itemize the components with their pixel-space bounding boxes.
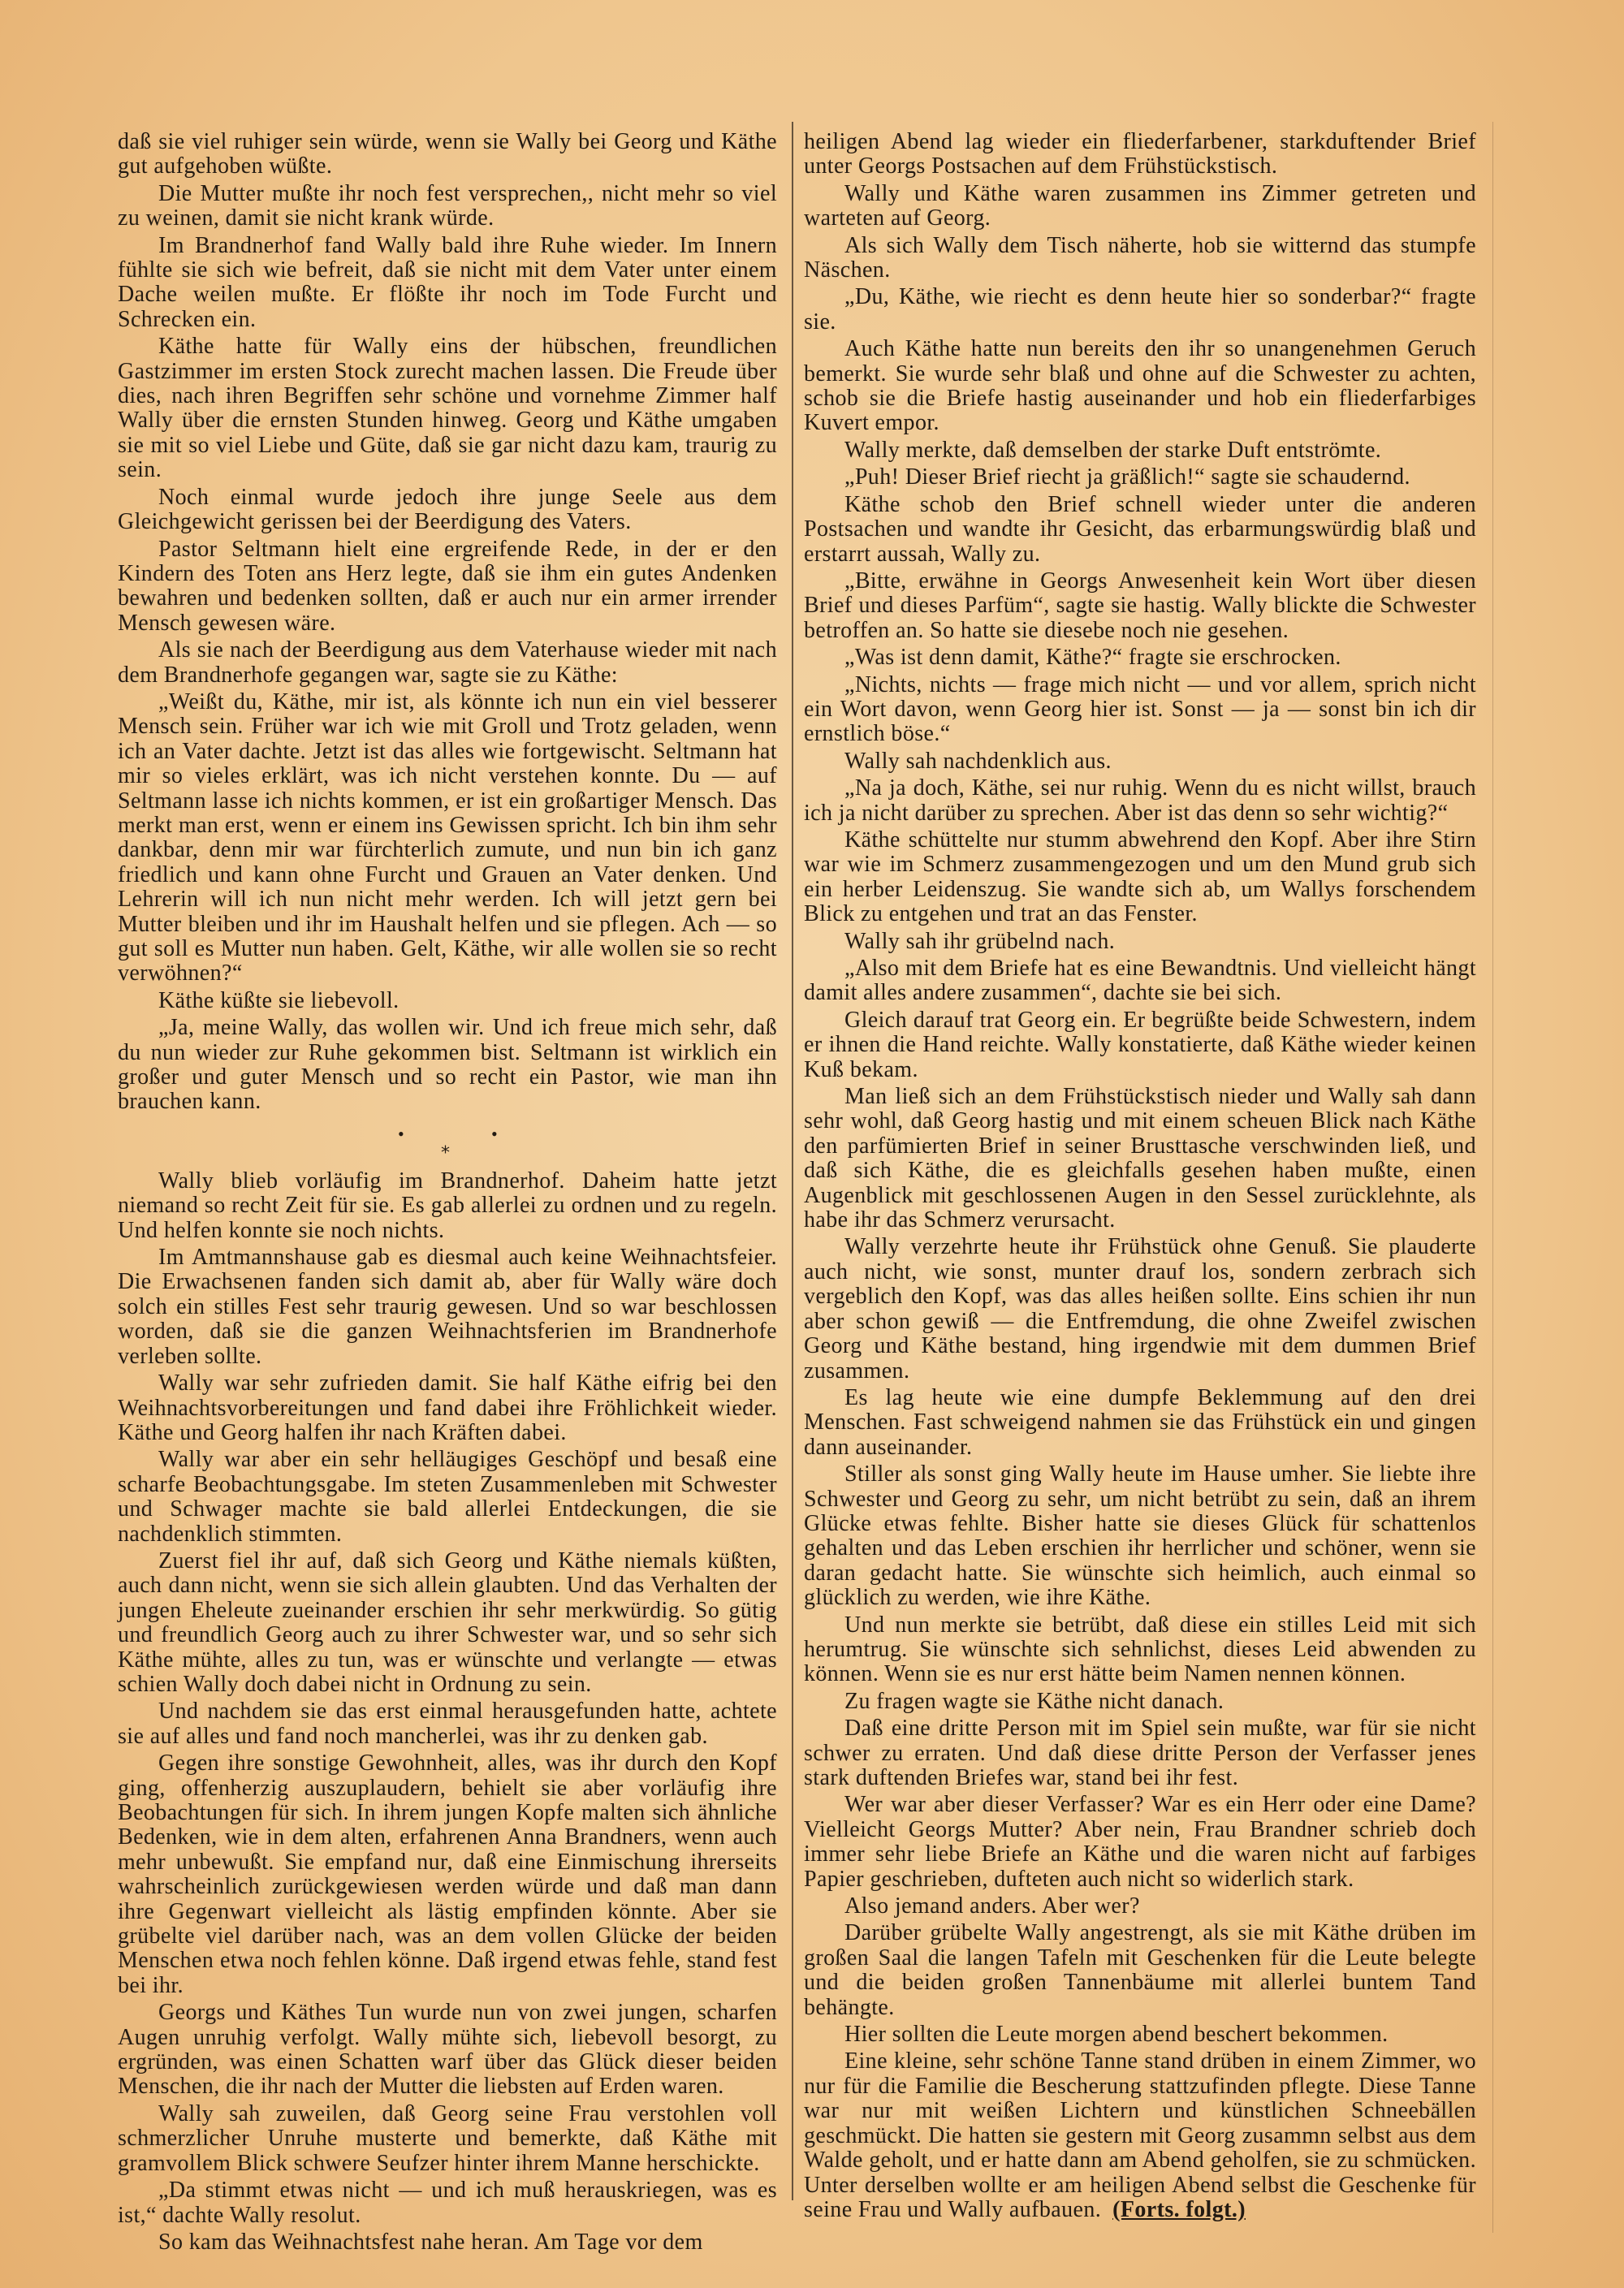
story-paragraph <box>804 828 1476 927</box>
story-paragraph <box>118 1448 777 1547</box>
story-paragraph <box>118 234 777 333</box>
paragraph-text: Und nachdem sie das erst einmal herausgefunden hatte, achtete sie auf alles und fand noch mancherlei, was ihr zu denken gab. <box>118 1699 777 1749</box>
story-paragraph <box>118 130 777 179</box>
story-paragraph <box>804 1690 1476 1714</box>
separator-dot-right: • <box>491 1123 499 1144</box>
story-paragraph <box>118 638 777 688</box>
paragraph-text: Wally merkte, daß demselben der starke Duft entströmte. <box>844 437 1382 463</box>
story-paragraph <box>804 234 1476 283</box>
paragraph-text: Käthe schüttelte nur stumm abwehrend den Kopf. Aber ihre Stirn war wie im Schmerz zusammengezogen und um den Mund grub sich ein herber Leidenszug. Sie wandte sich ab, um Wallys forschendem Blick zu entgehen und trat an das Fenster. <box>804 827 1476 927</box>
paragraph-text: „Da stimmt etwas nicht — und ich muß herauskriegen, was es ist,“ dachte Wally resolut. <box>118 2178 777 2228</box>
paragraph-text: Gleich darauf trat Georg ein. Er begrüßte beide Schwestern, indem er ihnen die Hand reichte. Wally konstatierte, daß Käthe wieder keinen Kuß bekam. <box>804 1007 1476 1082</box>
paragraph-text: heiligen Abend lag wieder ein fliederfarbener, starkduftender Brief unter Georgs Postsachen auf dem Frühstückstisch. <box>804 129 1476 179</box>
left-paragraphs-after-break <box>118 1169 777 2255</box>
story-paragraph <box>804 438 1476 463</box>
story-paragraph <box>804 749 1476 774</box>
paragraph-text: Hier sollten die Leute morgen abend beschert bekommen. <box>844 2022 1389 2048</box>
paragraph-text: Im Amtmannshause gab es diesmal auch keine Weihnachtsfeier. Die Erwachsenen fanden sich damit ab, aber für Wally wäre doch solch ein stilles Fest sehr traurig gewesen. Und so war beschlossen worden, daß sie die ganzen Weihnachtsferien im Brandnerhofe verleben sollte. <box>118 1245 777 1369</box>
paragraph-text: Eine kleine, sehr schöne Tanne stand drüben in einem Zimmer, wo nur für die Familie die Bescherung stattzufinden pflegte. Diese Tanne war nur mit weißen Lichtern und künstlichen Schneebällen geschmückt. Die hatten sie gestern mit Georg zusammn selbst aus dem Walde geholt, und er hatte dann am Abend geholfen, sie zu schmücken. Unter derselben wollte er am heiligen Abend selbst die Geschenke für seine Frau und Wally aufbauen. <box>804 2048 1476 2222</box>
story-paragraph <box>118 2230 777 2255</box>
paragraph-text: Pastor Seltmann hielt eine ergreifende Rede, in der er den Kindern des Toten ans Herz legte, daß sie ihm ein gutes Andenken bewahren und bedenken sollten, daß er auch nur ein armer irrender Mensch gewesen wäre. <box>118 536 777 636</box>
story-paragraph <box>804 1462 1476 1610</box>
paragraph-text: Als sie nach der Beerdigung aus dem Vaterhause wieder mit nach dem Brandnerhofe gegangen war, sagte sie zu Käthe: <box>118 637 777 688</box>
story-paragraph <box>804 1085 1476 1232</box>
story-paragraph <box>118 1751 777 1998</box>
separator-dot-left: • <box>398 1123 405 1144</box>
paragraph-text: daß sie viel ruhiger sein würde, wenn sie Wally bei Georg und Käthe gut aufgehoben wüßte. <box>118 129 777 179</box>
story-paragraph <box>804 1921 1476 2020</box>
story-paragraph <box>804 2023 1476 2047</box>
story-paragraph <box>804 569 1476 643</box>
story-paragraph <box>804 337 1476 436</box>
story-paragraph <box>118 537 777 637</box>
story-paragraph <box>804 493 1476 567</box>
story-paragraph <box>118 486 777 535</box>
paragraph-text: Auch Käthe hatte nun bereits den ihr so unangenehmen Geruch bemerkt. Sie wurde sehr blaß und ohne auf die Schwester zu achten, schob sie die Briefe hastig auseinander und hob ein fliederfarbiges Kuvert empor. <box>804 336 1476 436</box>
paragraph-text: Käthe schob den Brief schnell wieder unter die anderen Postsachen und wandte ihr Gesicht, das erbarmungswürdig blaß und erstarrt aussah, Wally zu. <box>804 491 1476 567</box>
paragraph-text: Im Brandnerhof fand Wally bald ihre Ruhe wieder. Im Innern fühlte sie sich wie befreit, daß sie nicht mit dem Vater unter einem Dache weilen mußte. Er flößte ihr noch im Tode Furcht und Schrecken ein. <box>118 232 777 332</box>
paragraph-text: Wally sah zuweilen, daß Georg seine Frau verstohlen voll schmerzlicher Unruhe musterte und bemerkte, daß Käthe mit gramvollem Blick schwere Seufzer hinter ihrem Manne herschickte. <box>118 2100 777 2176</box>
paragraph-text: Stiller als sonst ging Wally heute im Hause umher. Sie liebte ihre Schwester und Georg zu sehr, um nicht betrübt zu sein, daß an ihrem Glücke etwas fehlte. Bisher hatte sie dieses Glück für schattenlos gehalten und das Leben erschien ihr herrlicher und schöner, wenn sie daran gedacht hatte. Sie wünschte sich heimlich, auch einmal so glücklich zu werden, wie ihre Käthe. <box>804 1461 1476 1611</box>
story-paragraph <box>118 2178 777 2228</box>
paragraph-text: „Was ist denn damit, Käthe?“ fragte sie erschrocken. <box>844 645 1341 671</box>
story-paragraph <box>804 645 1476 670</box>
paragraph-text: Wally war aber ein sehr helläugiges Geschöpf und besaß eine scharfe Beobachtungsgabe. Im steten Zusammenleben mit Schwester und Schwager machte sie bald allerlei Entdeckungen, die sie nachdenklich stimmten. <box>118 1447 777 1547</box>
paragraph-text: Käthe hatte für Wally eins der hübschen, freundlichen Gastzimmer im ersten Stock zurecht machen lassen. Die Freude über dies, nach ihren Begriffen sehr schöne und vornehme Zimmer half Wally über die ernsten Stunden hinweg. Georg und Käthe umgaben sie mit so viel Liebe und Güte, daß sie gar nicht dazu kam, traurig zu sein. <box>118 334 777 483</box>
story-paragraph <box>118 1016 777 1115</box>
story-paragraph <box>118 1699 777 1749</box>
right-column <box>804 130 1476 2225</box>
paragraph-text: Wally sah ihr grübelnd nach. <box>844 928 1116 954</box>
paragraph-text: Also jemand anders. Aber wer? <box>844 1893 1140 1919</box>
story-paragraph <box>804 930 1476 954</box>
story-paragraph <box>804 285 1476 335</box>
story-paragraph <box>804 1793 1476 1892</box>
story-paragraph <box>118 1245 777 1369</box>
paragraph-text: Die Mutter mußte ihr noch fest versprechen,, nicht mehr so viel zu weinen, damit sie nicht krank würde. <box>118 180 777 231</box>
paragraph-text: Wally sah nachdenklich aus. <box>844 748 1112 774</box>
paragraph-text: Zuerst fiel ihr auf, daß sich Georg und Käthe niemals küßten, auch dann nicht, wenn sie sich allein glaubten. Und das Verhalten der jungen Eheleute zueinander erschien ihr sehr merkwürdig. So gütig und freundlich Georg auch zu ihrer Schwester war, und so sehr sich Käthe mühte, alles zu tun, was er wünschte und verlangte — etwas schien Wally doch dabei nicht in Ordnung zu sein. <box>118 1548 777 1697</box>
story-paragraph <box>804 1716 1476 1790</box>
story-paragraph <box>804 2049 1476 2222</box>
paragraph-text: „Ja, meine Wally, das wollen wir. Und ich freue mich sehr, daß du nun wieder zur Ruhe gekommen bist. Seltmann ist wirklich ein großer und guter Mensch und so recht ein Pastor, wie man ihn brauchen kann. <box>118 1015 777 1115</box>
paragraph-text: Georgs und Käthes Tun wurde nun von zwei jungen, scharfen Augen unruhig verfolgt. Wally mühte sich, liebevoll besorgt, zu ergründen, was einen Schatten warf über das Glück dieser beiden Menschen, die ihr nach der Mutter die liebsten auf Erden waren. <box>118 2000 777 2100</box>
story-paragraph <box>118 1549 777 1697</box>
story-paragraph <box>804 673 1476 747</box>
story-paragraph <box>804 465 1476 490</box>
story-paragraph <box>804 1894 1476 1919</box>
paragraph-text: „Puh! Dieser Brief riecht ja gräßlich!“ sagte sie schaudernd. <box>844 464 1410 490</box>
story-paragraph <box>804 956 1476 1006</box>
paragraph-text: Gegen ihre sonstige Gewohnheit, alles, was ihr durch den Kopf ging, offenherzig auszuplaudern, behielt sie aber vorläufig ihre Beobachtungen für sich. In ihrem jungen Kopfe malten sich ähnliche Bedenken, wie in dem alten, erfahrenen Anna Brandners, wenn auch mehr unbewußt. Sie empfand nur, daß eine Einmischung ihrerseits wahrscheinlich zurückgewiesen werden würde und daß man dann ihre Gegenwart vielleicht als lästig empfinden könnte. Aber sie grübelte viel darüber nach, was an dem vollen Glücke der beiden Menschen etwa noch fehlen könne. Daß irgend etwas fehle, stand fest bei ihr. <box>118 1751 777 1998</box>
page-fold-line <box>1492 122 1493 2233</box>
story-paragraph <box>804 1235 1476 1383</box>
paragraph-text: „Bitte, erwähne in Georgs Anwesenheit kein Wort über diesen Brief und dieses Parfüm“, sagte sie hastig. Wally blickte die Schwester betroffen an. So hatte sie diesebe noch nie gesehen. <box>804 568 1476 643</box>
story-paragraph <box>804 182 1476 231</box>
paragraph-text: Wally war sehr zufrieden damit. Sie half Käthe eifrig bei den Weihnachtsvorbereitungen und fand dabei ihre Fröhlichkeit wieder. Käthe und Georg halfen ihr nach Kräften dabei. <box>118 1371 777 1445</box>
paragraph-text: Noch einmal wurde jedoch ihre junge Seele aus dem Gleichgewicht gerissen bei der Beerdigung des Vaters. <box>118 484 777 535</box>
paragraph-text: Wally und Käthe waren zusammen ins Zimmer getreten und warteten auf Georg. <box>804 180 1476 231</box>
story-paragraph <box>118 2001 777 2100</box>
story-paragraph <box>804 130 1476 179</box>
paragraph-text: Zu fragen wagte sie Käthe nicht danach. <box>844 1688 1224 1714</box>
paragraph-text: Wally blieb vorläufig im Brandnerhof. Daheim hatte jetzt niemand so recht Zeit für sie. Es gab allerlei zu ordnen und zu regeln. Und helfen konnte sie noch nichts. <box>118 1168 777 1243</box>
paragraph-text: Wally verzehrte heute ihr Frühstück ohne Genuß. Sie plauderte auch nicht, wie sonst, munter drauf los, sondern zerbrach sich vergeblich den Kopf, was das alles heißen sollte. Eins schien ihr nun aber schon gewiß — die Entfremdung, die ohne Zweifel zwischen Georg und Käthe bestand, hing irgendwie mit dem dummen Brief zusammen. <box>804 1234 1476 1384</box>
story-paragraph <box>118 1169 777 1243</box>
paragraph-text: „Also mit dem Briefe hat es eine Bewandtnis. Und vielleicht hängt damit alles andere zusammen“, dachte sie bei sich. <box>804 956 1476 1006</box>
separator-asterisk: ⁎ <box>441 1136 451 1157</box>
story-paragraph <box>804 776 1476 826</box>
story-paragraph <box>118 2102 777 2176</box>
paragraph-text: So kam das Weihnachtsfest nahe heran. Am Tage vor dem <box>158 2229 703 2255</box>
paragraph-text: Und nun merkte sie betrübt, daß diese ein stilles Leid mit sich herumtrug. Sie wünschte sich sehnlichst, dieses Leid abwenden zu können. Wenn sie es nur erst hätte beim Namen nennen können. <box>804 1612 1476 1687</box>
story-paragraph <box>804 1386 1476 1460</box>
story-paragraph <box>118 182 777 231</box>
paragraph-text: „Na ja doch, Käthe, sei nur ruhig. Wenn du es nicht willst, brauch ich ja nicht darüber zu sprechen. Aber ist das denn so sehr wichtig?“ <box>804 775 1476 826</box>
paragraph-text: Darüber grübelte Wally angestrengt, als sie mit Käthe drüben im großen Saal die langen Tafeln mit Geschenken für die Leute belegte und die beiden großen Tannenbäume mit allerlei buntem Tand behängte. <box>804 1920 1476 2020</box>
story-paragraph <box>118 1371 777 1445</box>
story-paragraph <box>118 690 777 986</box>
section-break <box>118 1117 777 1169</box>
story-paragraph <box>804 1613 1476 1687</box>
story-paragraph <box>118 335 777 482</box>
continuation-note: (Forts. folgt.) <box>1112 2196 1246 2222</box>
paragraph-text: „Nichts, nichts — frage mich nicht — und vor allem, sprich nicht ein Wort davon, wenn Georg hier ist. Sonst — ja — sonst bin ich dir ernstlich böse.“ <box>804 671 1476 747</box>
paragraph-text: „Weißt du, Käthe, mir ist, als könnte ich nun ein viel besserer Mensch sein. Früher war ich wie mit Groll und Trotz geladen, wenn ich an Vater dachte. Jetzt ist das alles wie fortgewischt. Seltmann hat mir so vieles erklärt, was ich nicht verstehen konnte. Du — auf Seltmann lasse ich nichts kommen, er ist ein großartiger Mensch. Das merkt man erst, wenn er einem ins Gewissen spricht. Ich bin ihm sehr dankbar, denn mir war fürchterlich zumute, und nun bin ich ganz friedlich und kann ohne Furcht und Grauen an Vater denken. Und Lehrerin will ich nun nicht mehr werden. Ich will jetzt gern bei Mutter bleiben und ihr im Haushalt helfen und sie pflegen. Ach — so gut soll es Mutter nun haben. Gelt, Käthe, wir alle wollen sie so recht verwöhnen?“ <box>118 689 777 986</box>
paragraph-text: Daß eine dritte Person mit im Spiel sein mußte, war für sie nicht schwer zu erraten. Und daß diese dritte Person der Verfasser jenes stark duftenden Briefes war, stand bei ihr fest. <box>804 1716 1476 1790</box>
story-paragraph <box>804 1008 1476 1082</box>
left-column <box>118 130 777 2257</box>
paragraph-text: Käthe küßte sie liebevoll. <box>158 987 400 1013</box>
paragraph-text: Wer war aber dieser Verfasser? War es ein Herr oder eine Dame? Vielleicht Georgs Mutter? Aber nein, Frau Brandner schrieb doch immer sehr liebe Briefe an Käthe und die waren nicht auf farbiges Papier geschrieben, dufteten auch nicht so widerlich stark. <box>804 1792 1476 1892</box>
left-paragraphs-before-break <box>118 130 777 1115</box>
paragraph-text: Es lag heute wie eine dumpfe Beklemmung auf den drei Menschen. Fast schweigend nahmen sie das Frühstück ein und gingen dann auseinander. <box>804 1384 1476 1460</box>
paragraph-text: Als sich Wally dem Tisch näherte, hob sie witternd das stumpfe Näschen. <box>804 232 1476 283</box>
paragraph-text: Man ließ sich an dem Frühstückstisch nieder und Wally sah dann sehr wohl, daß Georg hastig und mit einem scheuen Blick nach Käthe den parfümierten Brief in seiner Brusttasche verschwinden ließ, und daß sich Käthe, die es gleichfalls gesehen haben mußte, einen Augenblick mit geschlossenen Augen in den Sessel zurücklehnte, als habe ihr das Schmerz verursacht. <box>804 1084 1476 1233</box>
column-divider <box>792 122 793 2200</box>
paragraph-text: „Du, Käthe, wie riecht es denn heute hier so sonderbar?“ fragte sie. <box>804 284 1476 335</box>
story-paragraph <box>118 989 777 1013</box>
